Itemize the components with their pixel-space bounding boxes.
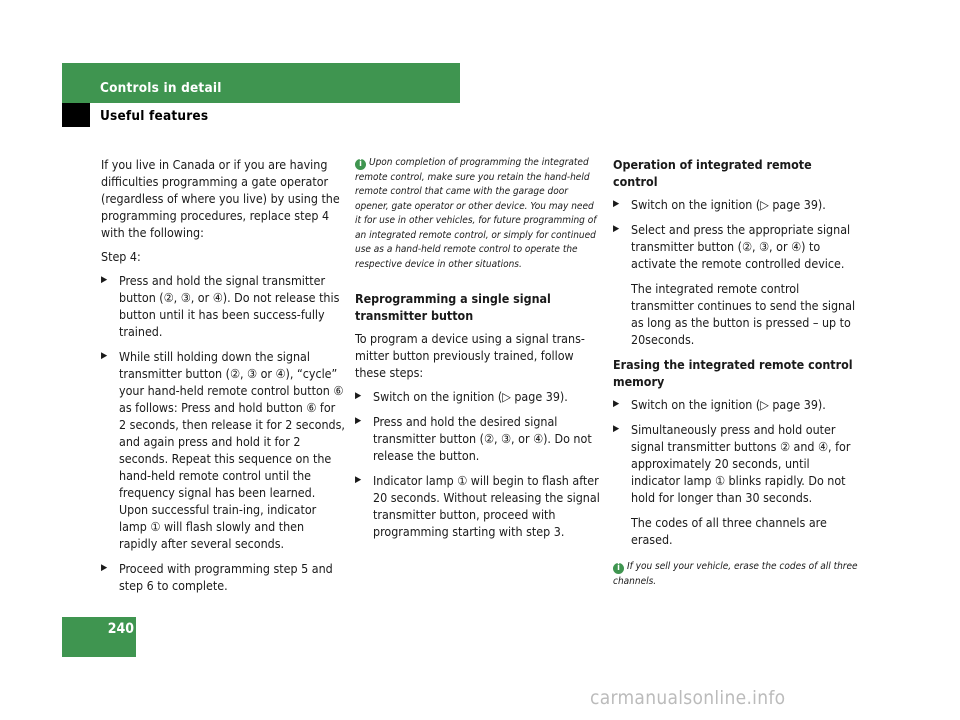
triangle-right-icon: ▶ <box>613 399 620 409</box>
column-2 <box>355 156 600 548</box>
section-heading: Reprogramming a single signal transmitter button <box>355 291 551 323</box>
info-note: i If you sell your vehicle, erase the codes of all three channels. <box>613 561 858 587</box>
intro-paragraph: If you live in Canada or if you are having difficulties programming a gate operator (regardless of where you live) by using the programming procedures, replace step 4 with the following: <box>101 157 340 240</box>
info-icon: i <box>355 159 366 170</box>
list-item: ▶ Indicator lamp ① will begin to flash after 20 seconds. Without releasing the signal transmitter button, proceed with programming starting with step 3. <box>355 473 600 539</box>
section-heading: Operation of integrated remote control <box>613 157 812 189</box>
section-heading: Erasing the integrated remote control memory <box>613 357 853 389</box>
list-item: ▶ Proceed with programming step 5 and step 6 to complete. <box>101 561 333 593</box>
body-paragraph: The codes of all three channels are erased. <box>631 515 827 547</box>
list-item: ▶ Select and press the appropriate signal transmitter button (②, ③, or ④) to activate the remote controlled device. <box>613 222 851 271</box>
page-number: 240 <box>107 621 134 637</box>
info-icon: i <box>613 563 624 574</box>
list-item: ▶ Press and hold the desired signal transmitter button (②, ③, or ④). Do not release the button. <box>355 414 592 463</box>
info-note: i Upon completion of programming the integrated remote control, make sure you retain the hand-held remote control that came with the garage door opener, gate operator or other device. You may need it for use in other vehicles, for future programming of an integrated remote control, or simply for continued use as a hand-held remote control to operate the respective device in other situations. <box>355 157 597 270</box>
triangle-right-icon: ▶ <box>355 391 362 401</box>
triangle-right-icon: ▶ <box>613 199 620 209</box>
step-label: Step 4: <box>101 249 141 264</box>
triangle-right-icon: ▶ <box>613 424 620 434</box>
list-item: ▶ Switch on the ignition (▷ page 39). <box>613 197 826 212</box>
triangle-right-icon: ▶ <box>101 275 108 285</box>
triangle-right-icon: ▶ <box>101 351 108 361</box>
list-item: ▶ Switch on the ignition (▷ page 39). <box>613 397 826 412</box>
triangle-right-icon: ▶ <box>101 563 108 573</box>
triangle-right-icon: ▶ <box>355 416 362 426</box>
watermark: carmanualsonline.info <box>590 687 786 709</box>
list-item: ▶ Switch on the ignition (▷ page 39). <box>355 389 568 404</box>
column-3 <box>613 156 858 589</box>
triangle-right-icon: ▶ <box>613 224 620 234</box>
section-title: Controls in detail <box>100 80 222 96</box>
intro-paragraph: To program a device using a signal trans-mitter button previously trained, follow these steps: <box>355 331 585 380</box>
body-paragraph: The integrated remote control transmitter continues to send the signal as long as the button is pressed – up to 20seconds. <box>631 281 856 347</box>
subsection-title: Useful features <box>100 108 209 124</box>
column-1 <box>101 156 345 602</box>
list-item: ▶ Press and hold the signal transmitter button (②, ③, or ④). Do not release this button until it has been success-fully trained. <box>101 273 340 339</box>
triangle-right-icon: ▶ <box>355 475 362 485</box>
list-item: ▶ While still holding down the signal transmitter button (②, ③ or ④), “cycle” your hand-held remote control button ⑥ as follows: Press and hold button ⑥ for 2 seconds, then release it for 2 seconds, and again press and hold it for 2 seconds. Repeat this sequence on the hand-held remote control until the frequency signal has been learned. Upon successful train-ing, indicator lamp ① will flash slowly and then rapidly after several seconds. <box>101 349 345 551</box>
list-item: ▶ Simultaneously press and hold outer signal transmitter buttons ② and ④, for approximately 20 seconds, until indicator lamp ① blinks rapidly. Do not hold for longer than 30 seconds. <box>613 422 851 505</box>
header-marker <box>62 103 90 127</box>
